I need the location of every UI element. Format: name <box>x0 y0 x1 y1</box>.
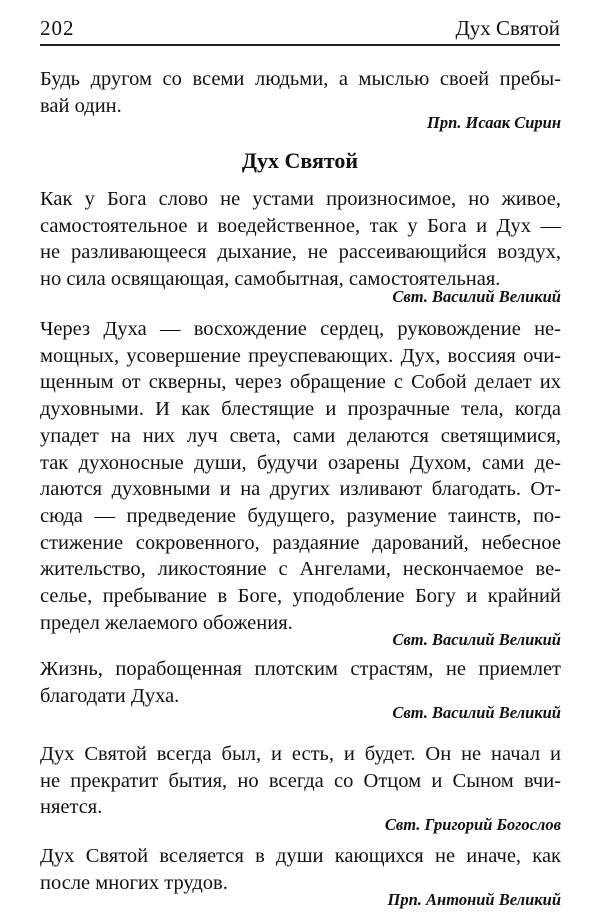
running-header <box>40 12 560 42</box>
quote-line: после многих трудов. <box>40 871 228 894</box>
quote-line: сюда — предведение будущего, разумение таинств, по- <box>40 504 561 527</box>
quote-line: лаются духовными и на других изливают благодать. От- <box>40 478 561 501</box>
quote-block <box>40 741 561 835</box>
quote-line: мощных, усовершение преуспевающих. Дух, воссияя очи- <box>40 344 561 367</box>
quote-line: няется. <box>40 796 103 819</box>
quote-line: щенным от скверны, через обращение с Собой делает их <box>40 371 561 394</box>
quote-author: Свт. Василий Великий <box>392 630 561 650</box>
quote-line: но сила освящающая, самобытная, самостоятельная. <box>40 268 501 291</box>
header-rule <box>40 44 560 46</box>
quote-author: Свт. Василий Великий <box>392 286 561 306</box>
quote-line: благодати Духа. <box>40 684 180 707</box>
quote-author: Свт. Василий Великий <box>392 703 561 723</box>
quote-line: не разливающееся дыхание, не рассеивающийся воздух, <box>40 241 561 264</box>
quote-line: предел желаемого обожения. <box>40 611 293 634</box>
quote-line: Дух Святой всегда был, и есть, и будет. Он не начал и <box>40 743 561 765</box>
quote-line: Жизнь, порабощенная плотским страстям, не приемлет <box>40 658 561 680</box>
quote-block <box>40 316 561 650</box>
quote-line: так духоносные души, будучи озарены Духом, сами де- <box>40 451 561 474</box>
quote-line: стижение сокровенного, раздаяние дарований, небесное <box>40 531 561 554</box>
quote-line: упадет на них луч света, сами делаются светящимися, <box>40 424 561 447</box>
page-number: 202 <box>40 16 75 40</box>
quote-line: Будь другом со всеми людьми, а мыслью своей пребы- <box>40 68 561 90</box>
quote-block <box>40 656 561 723</box>
quote-line: Как у Бога слово не устами произносимое, но живое, <box>40 188 561 210</box>
quote-author: Свт. Григорий Богослов <box>384 815 561 835</box>
quote-line: духовными. И как блестящие и прозрачные тела, когда <box>40 398 561 421</box>
quote-line: селье, пребывание в Боге, уподобление Богу и крайний <box>40 585 561 608</box>
quote-line: вай один. <box>40 94 122 117</box>
quote-block <box>40 66 561 133</box>
quote-line: жительство, ликостояние с Ангелами, нескончаемое ве- <box>40 558 561 581</box>
quote-block <box>40 186 561 307</box>
quote-author: Прп. Антоний Великий <box>387 890 561 910</box>
quote-line: самостоятельное и воедейственное, так у Бога и Дух — <box>40 214 561 237</box>
section-title: Дух Святой <box>241 148 359 173</box>
running-title: Дух Святой <box>455 16 560 40</box>
quote-line: Дух Святой вселяется в души кающихся не иначе, как <box>40 845 561 867</box>
quote-line: Через Духа — восхождение сердец, руковождение не- <box>40 318 561 340</box>
quote-author: Прп. Исаак Сирин <box>427 113 561 133</box>
quote-block <box>40 843 561 910</box>
quote-line: не прекратит бытия, но всегда со Отцом и Сыном вчи- <box>40 769 561 792</box>
